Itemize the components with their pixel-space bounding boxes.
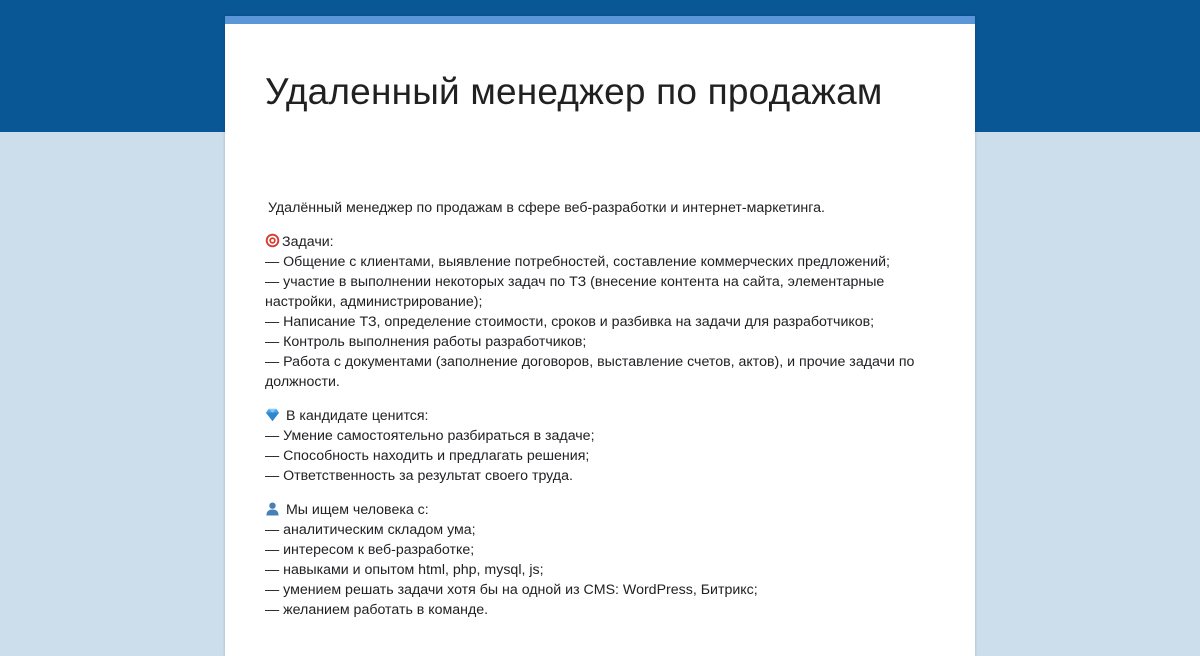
list-item: — аналитическим складом ума; [265, 522, 476, 538]
gem-icon [265, 407, 280, 422]
section-heading: В кандидате ценится: [265, 406, 955, 426]
list-item: — умением решать задачи хотя бы на одной из CMS: WordPress, Битрикс; [265, 582, 758, 598]
list-item: — Общение с клиентами, выявление потребностей, составление коммерческих предложений; [265, 254, 890, 270]
form-card [225, 16, 975, 656]
intro-text: Удалённый менеджер по продажам в сфере веб-разработки и интернет-маркетинга. [268, 200, 825, 216]
list-item: — Работа с документами (заполнение договоров, выставление счетов, актов), и прочие задачи по должности. [265, 354, 915, 390]
section-heading: Задачи: [265, 232, 955, 252]
list-item: — желанием работать в команде. [265, 602, 489, 618]
form-title: Удаленный менеджер по продажам [265, 71, 883, 112]
section-valued [265, 406, 955, 486]
list-item: — участие в выполнении некоторых задач по ТЗ (внесение контента на сайта, элементарные настройки, администрирование); [265, 274, 885, 310]
target-icon [265, 233, 280, 248]
list-item: — Написание ТЗ, определение стоимости, сроков и разбивка на задачи для разработчиков; [265, 314, 875, 330]
list-item: — навыками и опытом html, php, mysql, js; [265, 562, 544, 578]
list-item: — Контроль выполнения работы разработчиков; [265, 334, 587, 350]
section-heading: Мы ищем человека с: [265, 500, 955, 520]
section-tasks [265, 232, 955, 392]
section-looking-for [265, 500, 955, 620]
form-description [265, 198, 955, 634]
list-item: — Способность находить и предлагать решения; [265, 448, 590, 464]
list-item: — интересом к веб-разработке; [265, 542, 475, 558]
person-icon [265, 501, 280, 516]
list-item: — Ответственность за результат своего труда. [265, 468, 573, 484]
list-item: — Умение самостоятельно разбираться в задаче; [265, 428, 595, 444]
